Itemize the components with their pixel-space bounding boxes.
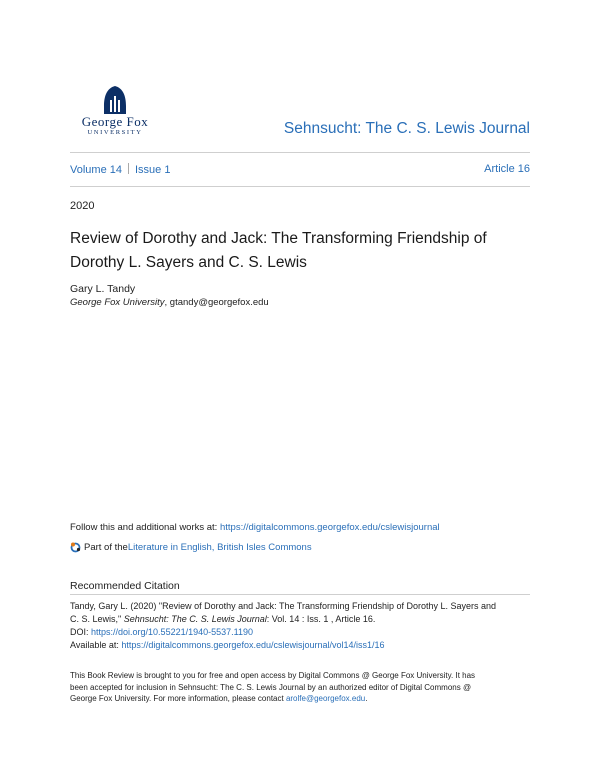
citation-line-2-start: C. S. Lewis," (70, 614, 124, 624)
author-affiliation (70, 297, 269, 308)
access-notice (70, 670, 530, 705)
top-divider (70, 152, 530, 153)
volume-issue (70, 163, 170, 176)
affiliation-email: , gtandy@georgefox.edu (164, 297, 269, 308)
citation-doi (70, 626, 530, 639)
author-name: Gary L. Tandy (70, 283, 136, 295)
logo-name: George Fox (81, 114, 149, 129)
commons-network-icon (70, 542, 81, 553)
logo-subtitle: UNIVERSITY (87, 129, 143, 136)
citation-journal-italic: Sehnsucht: The C. S. Lewis Journal (123, 614, 267, 624)
partof-line (70, 542, 312, 553)
volume-link[interactable]: Volume 14 (70, 164, 122, 176)
commons-link[interactable]: Literature in English, British Isles Commons (127, 542, 312, 553)
journal-title-link[interactable]: Sehnsucht: The C. S. Lewis Journal (283, 120, 530, 137)
notice-line-3-end: . (365, 694, 368, 703)
available-label: Available at: (70, 640, 122, 650)
doi-link[interactable]: https://doi.org/10.55221/1940-5537.1190 (91, 627, 253, 637)
follow-url-link[interactable]: https://digitalcommons.georgefox.edu/cslewisjournal (219, 522, 440, 533)
notice-line-1: This Book Review is brought to you for free and open access by Digital Commons @ George Fox University. It has (70, 671, 476, 680)
citation-line-2 (70, 613, 530, 626)
publication-year: 2020 (70, 200, 95, 212)
affiliation-institution: George Fox University (70, 297, 165, 308)
follow-text: Follow this and additional works at: (70, 522, 220, 533)
partof-text: Part of the (84, 542, 128, 553)
follow-line (70, 522, 440, 533)
article-link[interactable]: Article 16 (484, 163, 530, 175)
contact-email-link[interactable]: arolfe@georgefox.edu (285, 694, 366, 703)
citation-line-1: Tandy, Gary L. (2020) "Review of Dorothy and Jack: The Transforming Friendship of Dorothy L. Sayers and (70, 601, 497, 611)
article-title: Review of Dorothy and Jack: The Transforming Friendship of Dorothy L. Sayers and C. S. Lewis (70, 230, 487, 271)
recommended-citation-heading: Recommended Citation (70, 580, 180, 592)
available-link[interactable]: https://digitalcommons.georgefox.edu/cslewisjournal/vol14/iss1/16 (121, 640, 385, 650)
citation-divider (70, 594, 530, 595)
notice-line-3-start: George Fox University. For more information, please contact (70, 694, 286, 703)
citation-line-2-end: : Vol. 14 : Iss. 1 , Article 16. (266, 614, 376, 624)
citation-body (70, 600, 530, 652)
citation-available (70, 639, 530, 652)
issue-link[interactable]: Issue 1 (134, 164, 171, 176)
doi-label: DOI: (70, 627, 92, 637)
notice-line-2: been accepted for inclusion in Sehnsucht: The C. S. Lewis Journal by an authorized editor of Digital Commons @ (70, 682, 472, 692)
notice-line-3 (70, 693, 530, 705)
meta-divider (70, 186, 530, 187)
meta-separator (128, 163, 129, 174)
